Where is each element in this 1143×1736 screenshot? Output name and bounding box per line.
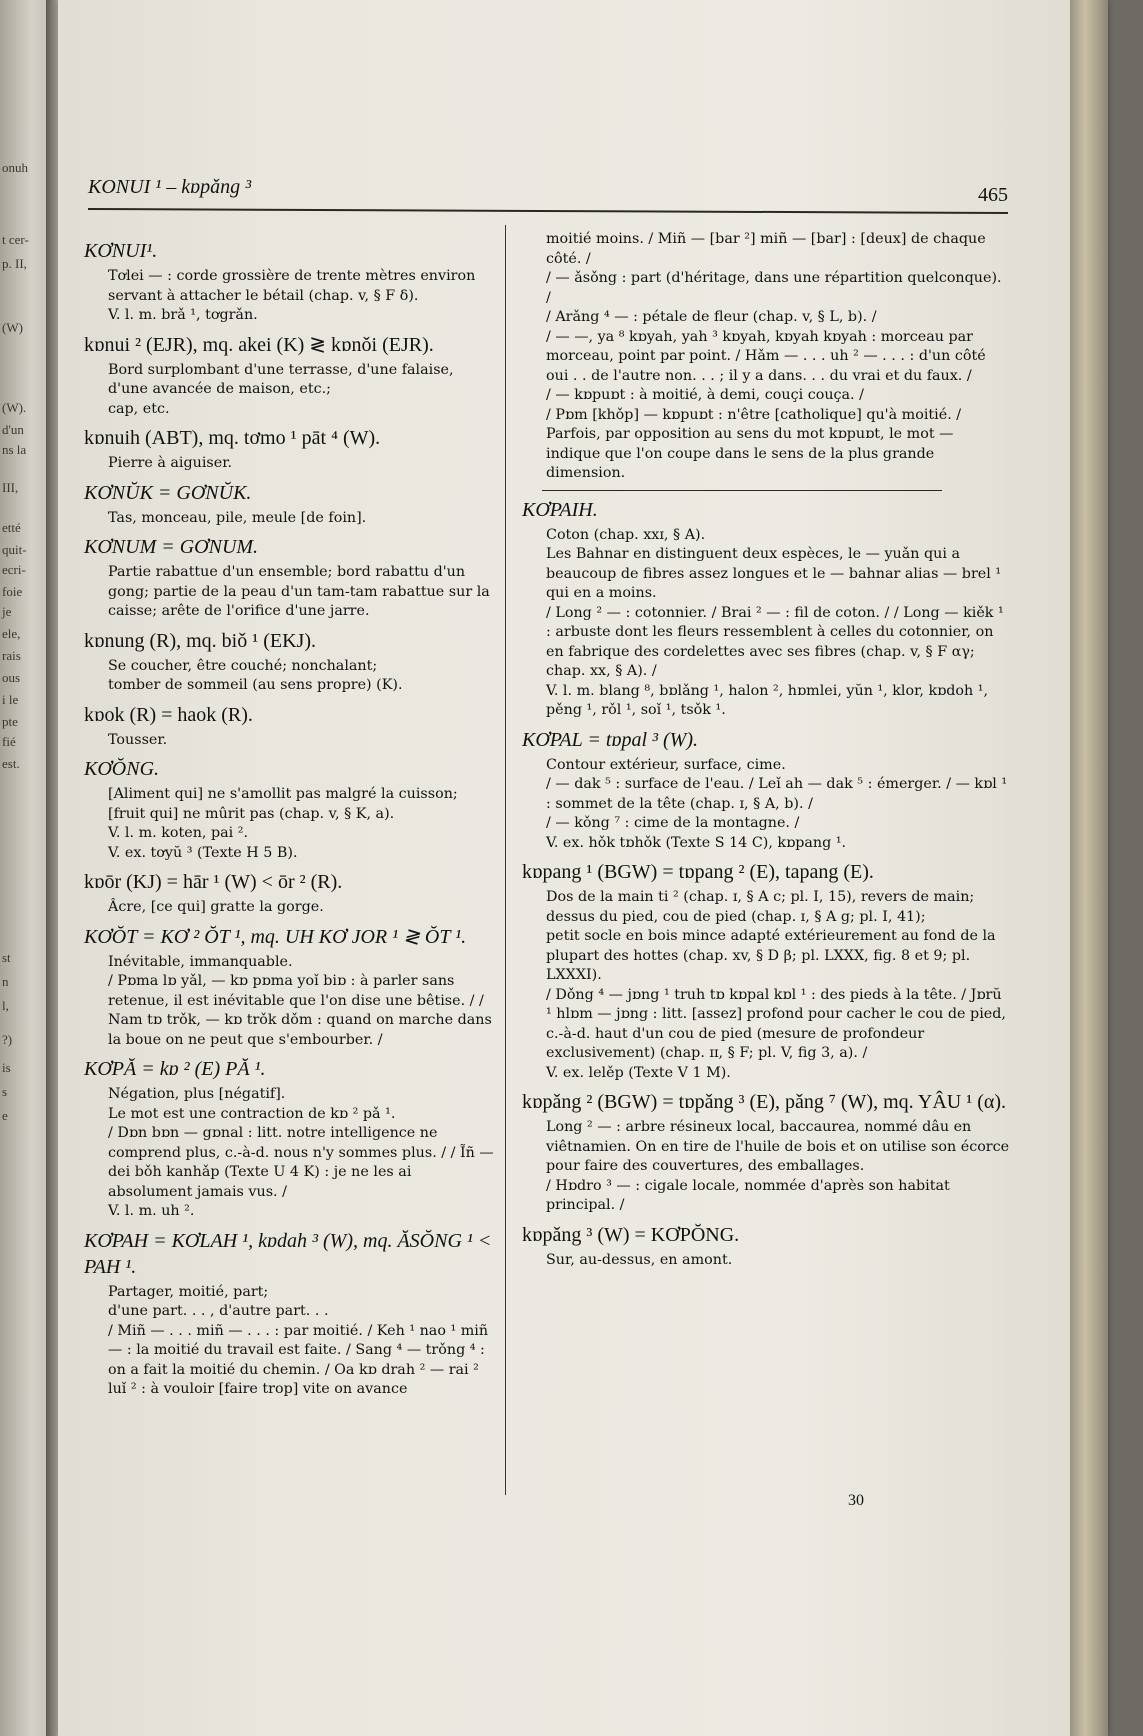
dictionary-entry: [84, 425, 496, 474]
left-page-fragment: onuh: [2, 160, 28, 175]
dictionary-entry: [84, 628, 496, 696]
entry-definition: / Hɒdro ³ — : cigale locale, nommée d'après son habitat principal. /: [546, 1177, 950, 1213]
left-page-fragment: ele,: [2, 626, 21, 641]
left-page-fragment: d'un: [2, 422, 24, 437]
left-page-fragment: is: [2, 1060, 11, 1075]
entry-headword: kɒnung (R), mq. biǒ ¹ (EKJ).: [84, 629, 316, 652]
entry-definition: Tas, monceau, pile, meule [de foin].: [108, 509, 367, 526]
dictionary-entry: [84, 924, 496, 1051]
left-page-fragment: pte: [2, 714, 18, 729]
left-page-fragment: ?): [2, 1032, 13, 1047]
entry-definition: Pierre à aiguiser.: [108, 455, 233, 471]
entry-definition: / Dɒn bɒn — gɒnal : litt. notre intelligence ne comprend plus, c.-à-d. nous n'y sommes plus. / / Ĩñ — dei bǒh kanhǎp (Texte U 4 K) : je ne les ai absolument jamais vus. /: [108, 1125, 494, 1200]
left-page-fragment: ns la: [2, 442, 27, 457]
entry-definition: / Long ² — : cotonnier. / Brai ² — : fil de coton. / / Long — kiěk ¹ : arbuste dont les fleurs ressemblent à celles du cotonnier, on en fabrique des cordelettes avec ses fibres (chap. v, § F αγ; chap. xx, § A). /: [546, 604, 1004, 679]
entry-definition: Le mot est une contraction de kɒ ² pǎ ¹.: [108, 1105, 396, 1122]
left-page-fragment: n: [2, 974, 9, 989]
left-page-fragment: ous: [2, 670, 21, 685]
entry-definition: Partie rabattue d'un ensemble; bord rabattu d'un gong; partie de la peau d'un tam-tam rabattue sur la caisse; arête de l'orifice d'une jarre.: [108, 564, 490, 619]
entry-definition: / Pɒma lɒ yǎl, — kɒ pɒma yoǐ biɒ : à parler sans retenue, il est inévitable que l'on dise une bêtise. / / Nam tɒ trǒk, — kɒ trǒk dǒm : quand on marche dans la boue on ne peut que s'embourber. /: [108, 973, 492, 1048]
dictionary-entry: [522, 859, 1010, 1083]
entry-definition: Dos de la main ti ² (chap. ɪ, § A c; pl. I, 15), revers de main; dessus du pied, cou de pied (chap. ɪ, § A g; pl. I, 41);: [546, 889, 975, 925]
entry-headword: KƠPAH = KƠLAH ¹, kɒdah ³ (W), mq. ĂSŎNG ¹ < PAH ¹.: [84, 1229, 492, 1278]
entry-headword: KƠPAIH.: [522, 498, 598, 521]
entry-definition: Partager, moitié, part;: [108, 1283, 269, 1300]
dictionary-entry: [84, 480, 496, 529]
dictionary-entry: [84, 332, 496, 420]
left-page-fragment: (W).: [2, 400, 27, 415]
dictionary-entry: [522, 497, 1010, 721]
signature-folio: 30: [848, 1492, 864, 1509]
entry-definition: V. l. m. koten, pai ².: [108, 825, 249, 841]
entry-definition: V. ex. lelěp (Texte V 1 M).: [546, 1064, 731, 1081]
entry-definition: / — —, ya ⁸ kɒyah, yah ³ kɒyah, kɒyah kɒyah : morceau par morceau, point par point. / Hǎm — . . . uh ² — . . . : d'un côté oui . . de l'autre non. . . ; il y a dans. . . du vrai et du faux. /: [546, 328, 986, 384]
dictionary-entry: [84, 1228, 496, 1400]
entry-headword: kɒpǎng ² (BGW) = tɒpǎng ³ (E), pǎng ⁷ (W), mq. YÂU ¹ (α).: [522, 1091, 1007, 1113]
entry-headword: KƠŎNG.: [84, 758, 160, 780]
entry-definition: Long ² — : arbre résineux local, baccaurea, nommé dâu en viêtnamien. On en tire de l'huile de bois et on utilise son écorce pour faire des couvertures, des emballages.: [546, 1119, 1010, 1174]
entry-definition: / Miñ — . . . miñ — . . . : par moitié. / Keh ¹ nao ¹ miñ — : la moitié du travail est faite. / Sang ⁴ — trǒng ⁴ : on a fait la moitié du chemin. / Oa kɒ drah ² — rai ² luǐ ² : à vouloir [faire trop] vite on avance: [108, 1322, 489, 1397]
entry-definition: / Arǎng ⁴ — : pétale de fleur (chap. v, § L, b). /: [546, 309, 877, 325]
left-page-edge: [0, 0, 52, 1736]
dictionary-entry: [84, 534, 496, 622]
left-page-fragment: s: [2, 1084, 8, 1099]
column-divider: [505, 225, 506, 1495]
left-page-fragment: e: [2, 1108, 8, 1123]
entry-definition: moitié moins. / Miñ — [bar ²] miñ — [bar] : [deux] de chaque côté. /: [546, 231, 986, 267]
dictionary-entry: [522, 230, 1010, 484]
entry-headword: kɒpǎng ³ (W) = KƠPŎNG.: [522, 1223, 740, 1246]
entry-headword: KƠNUI¹.: [84, 240, 158, 262]
entry-definition: / — dak ⁵ : surface de l'eau. / Leǐ ah — dak ⁵ : émerger. / — kɒl ¹ : sommet de la tête (chap. ɪ, § A, b). /: [546, 776, 1008, 812]
entry-headword: kɒok (R) = haok (R).: [84, 703, 253, 726]
entry-headword: kɒōr (KJ) = hār ¹ (W) < ōr ² (R).: [84, 871, 343, 893]
left-page-fragment: p. II,: [2, 256, 27, 271]
left-page-fragment: l,: [2, 998, 9, 1013]
right-column: [522, 230, 1010, 1276]
left-page-fragment: III,: [2, 480, 19, 495]
entry-headword: kɒpang ¹ (BGW) = tɒpang ² (E), tapang (E).: [522, 861, 874, 883]
entry-definition: Tousser.: [108, 731, 168, 748]
entry-definition: Bord surplombant d'une terrasse, d'une falaise, d'une avancée de maison, etc.;: [108, 361, 454, 397]
left-page-fragment: je: [2, 604, 12, 619]
dictionary-entry: [84, 1056, 496, 1222]
dictionary-entry: [84, 869, 496, 918]
entry-headword: kɒnui ² (EJR), mq. akei (K) ≷ kɒnǒi (EJR).: [84, 333, 434, 356]
entry-definition: V. l. m. brǎ ¹, tơgrǎn.: [108, 307, 258, 323]
dictionary-entry: [522, 1089, 1010, 1216]
dictionary-entry: [522, 1222, 1010, 1271]
entry-headword: KƠPĂ = kɒ ² (E) PĂ ¹.: [84, 1058, 266, 1080]
running-head: KONUI ¹ – kɒpǎng ³: [88, 176, 252, 198]
entry-definition: Tơlei — : corde grossière de trente mètres environ servant à attacher le bétail (chap. v, § F δ).: [108, 268, 476, 304]
dictionary-entry: [84, 702, 496, 751]
entry-definition: tomber de sommeil (au sens propre) (K).: [108, 677, 403, 693]
entry-definition: Parfois, par opposition au sens du mot kɒpuɒt, le mot — indique que l'on coupe dans le sens de la plus grande dimension.: [546, 426, 954, 481]
entry-definition: / Pɒm [khǒp] — kɒpuɒt : n'être [catholique] qu'à moitié. /: [546, 406, 962, 423]
entry-definition: Âcre, [ce qui] gratte la gorge.: [108, 899, 324, 915]
left-page-fragment: t cer-: [2, 232, 29, 247]
left-column: [84, 238, 496, 1406]
entry-definition: V. ex. hǒk tɒhǒk (Texte S 14 C), kɒpang ¹.: [546, 834, 847, 851]
entry-definition: / — kɒpuɒt : à moitié, à demi, couçi couça. /: [546, 387, 864, 403]
entry-definition: / — ǎsǒng : part (d'héritage, dans une répartition quelconque). /: [546, 270, 1002, 306]
left-page-fragment: ecri-: [2, 562, 26, 577]
page-number: 465: [978, 184, 1008, 206]
left-page-fragment: fié: [2, 734, 16, 749]
entry-definition: petit socle en bois mince adapté extérieurement au fond de la plupart des hottes (chap. xv, § D β; pl. LXXX, fig. 8 et 9; pl. LXXXI).: [546, 928, 996, 983]
entry-separator-rule: [542, 490, 942, 491]
entry-headword: KƠŎT = KƠ ² ŎT ¹, mq. UH KƠ JOR ¹ ≷ ŎT ¹.: [84, 925, 467, 948]
left-page-fragment: st: [2, 950, 11, 965]
entry-headword: KƠPAL = tɒpal ³ (W).: [522, 728, 698, 751]
entry-definition: V. l. m. uh ².: [108, 1203, 195, 1219]
left-page-fragment: quit-: [2, 542, 27, 557]
entry-definition: V. l. m. blang ⁸, bɒlǎng ¹, halon ², hɒmlei, yŭn ¹, klor, kɒdoh ¹, pěng ¹, rǒl ¹, soǐ ¹, tsǒk ¹.: [546, 682, 989, 718]
entry-headword: KƠNŬK = GƠNŬK.: [84, 481, 252, 504]
entry-definition: Sur, au-dessus, en amont.: [546, 1251, 733, 1268]
entry-definition: Négation, plus [négatif].: [108, 1086, 286, 1102]
left-page-fragment: (W): [2, 320, 23, 335]
entry-headword: KƠNUM = GƠNUM.: [84, 536, 259, 558]
entry-definition: V. ex. tơyŭ ³ (Texte H 5 B).: [108, 844, 298, 861]
entry-definition: Contour extérieur, surface, cime.: [546, 756, 786, 773]
entry-definition: Les Bahnar en distinguent deux espèces, le — yuǎn qui a beaucoup de fibres assez longues et le — bahnar alias — brel ¹ qui en a moins.: [546, 546, 1002, 601]
entry-definition: / — kǒng ⁷ : cime de la montagne. /: [546, 815, 800, 831]
entry-definition: [Aliment qui] ne s'amollit pas malgré la cuisson; [fruit qui] ne mûrit pas (chap. v, § K, a).: [108, 786, 458, 822]
left-page-fragment: i le: [2, 692, 19, 707]
entry-definition: / Dǒng ⁴ — jɒng ¹ truh tɒ kɒpal kɒl ¹ : des pieds à la tête. / Jɒrŭ ¹ hlɒm — jɒng : litt. [assez] profond pour cacher le cou de pied, c.-à-d. haut d'un cou de pied (mesure de profondeur exclusivement) (chap. ɪɪ, § F; pl. V, fig 3, a). /: [546, 986, 1006, 1061]
entry-definition: Inévitable, immanquable.: [108, 953, 293, 970]
dictionary-entry: [84, 756, 496, 863]
entry-definition: Se coucher, être couché; nonchalant;: [108, 657, 378, 674]
entry-definition: cap, etc.: [108, 400, 170, 417]
left-page-fragment: foie: [2, 584, 23, 599]
dictionary-entry: [522, 727, 1010, 854]
left-page-fragment: est.: [2, 756, 20, 771]
left-page-fragment: rais: [2, 648, 21, 663]
page-stack-edge: [1070, 0, 1108, 1736]
entry-definition: d'une part. . . , d'autre part. . .: [108, 1303, 329, 1319]
entry-headword: kɒnuih (ABT), mq. tơmo ¹ pāt ⁴ (W).: [84, 427, 381, 449]
left-page-fragment: etté: [2, 520, 21, 535]
dictionary-page: [58, 0, 1108, 1736]
entry-definition: Coton (chap. xxɪ, § A).: [546, 526, 706, 543]
dictionary-entry: [84, 238, 496, 326]
